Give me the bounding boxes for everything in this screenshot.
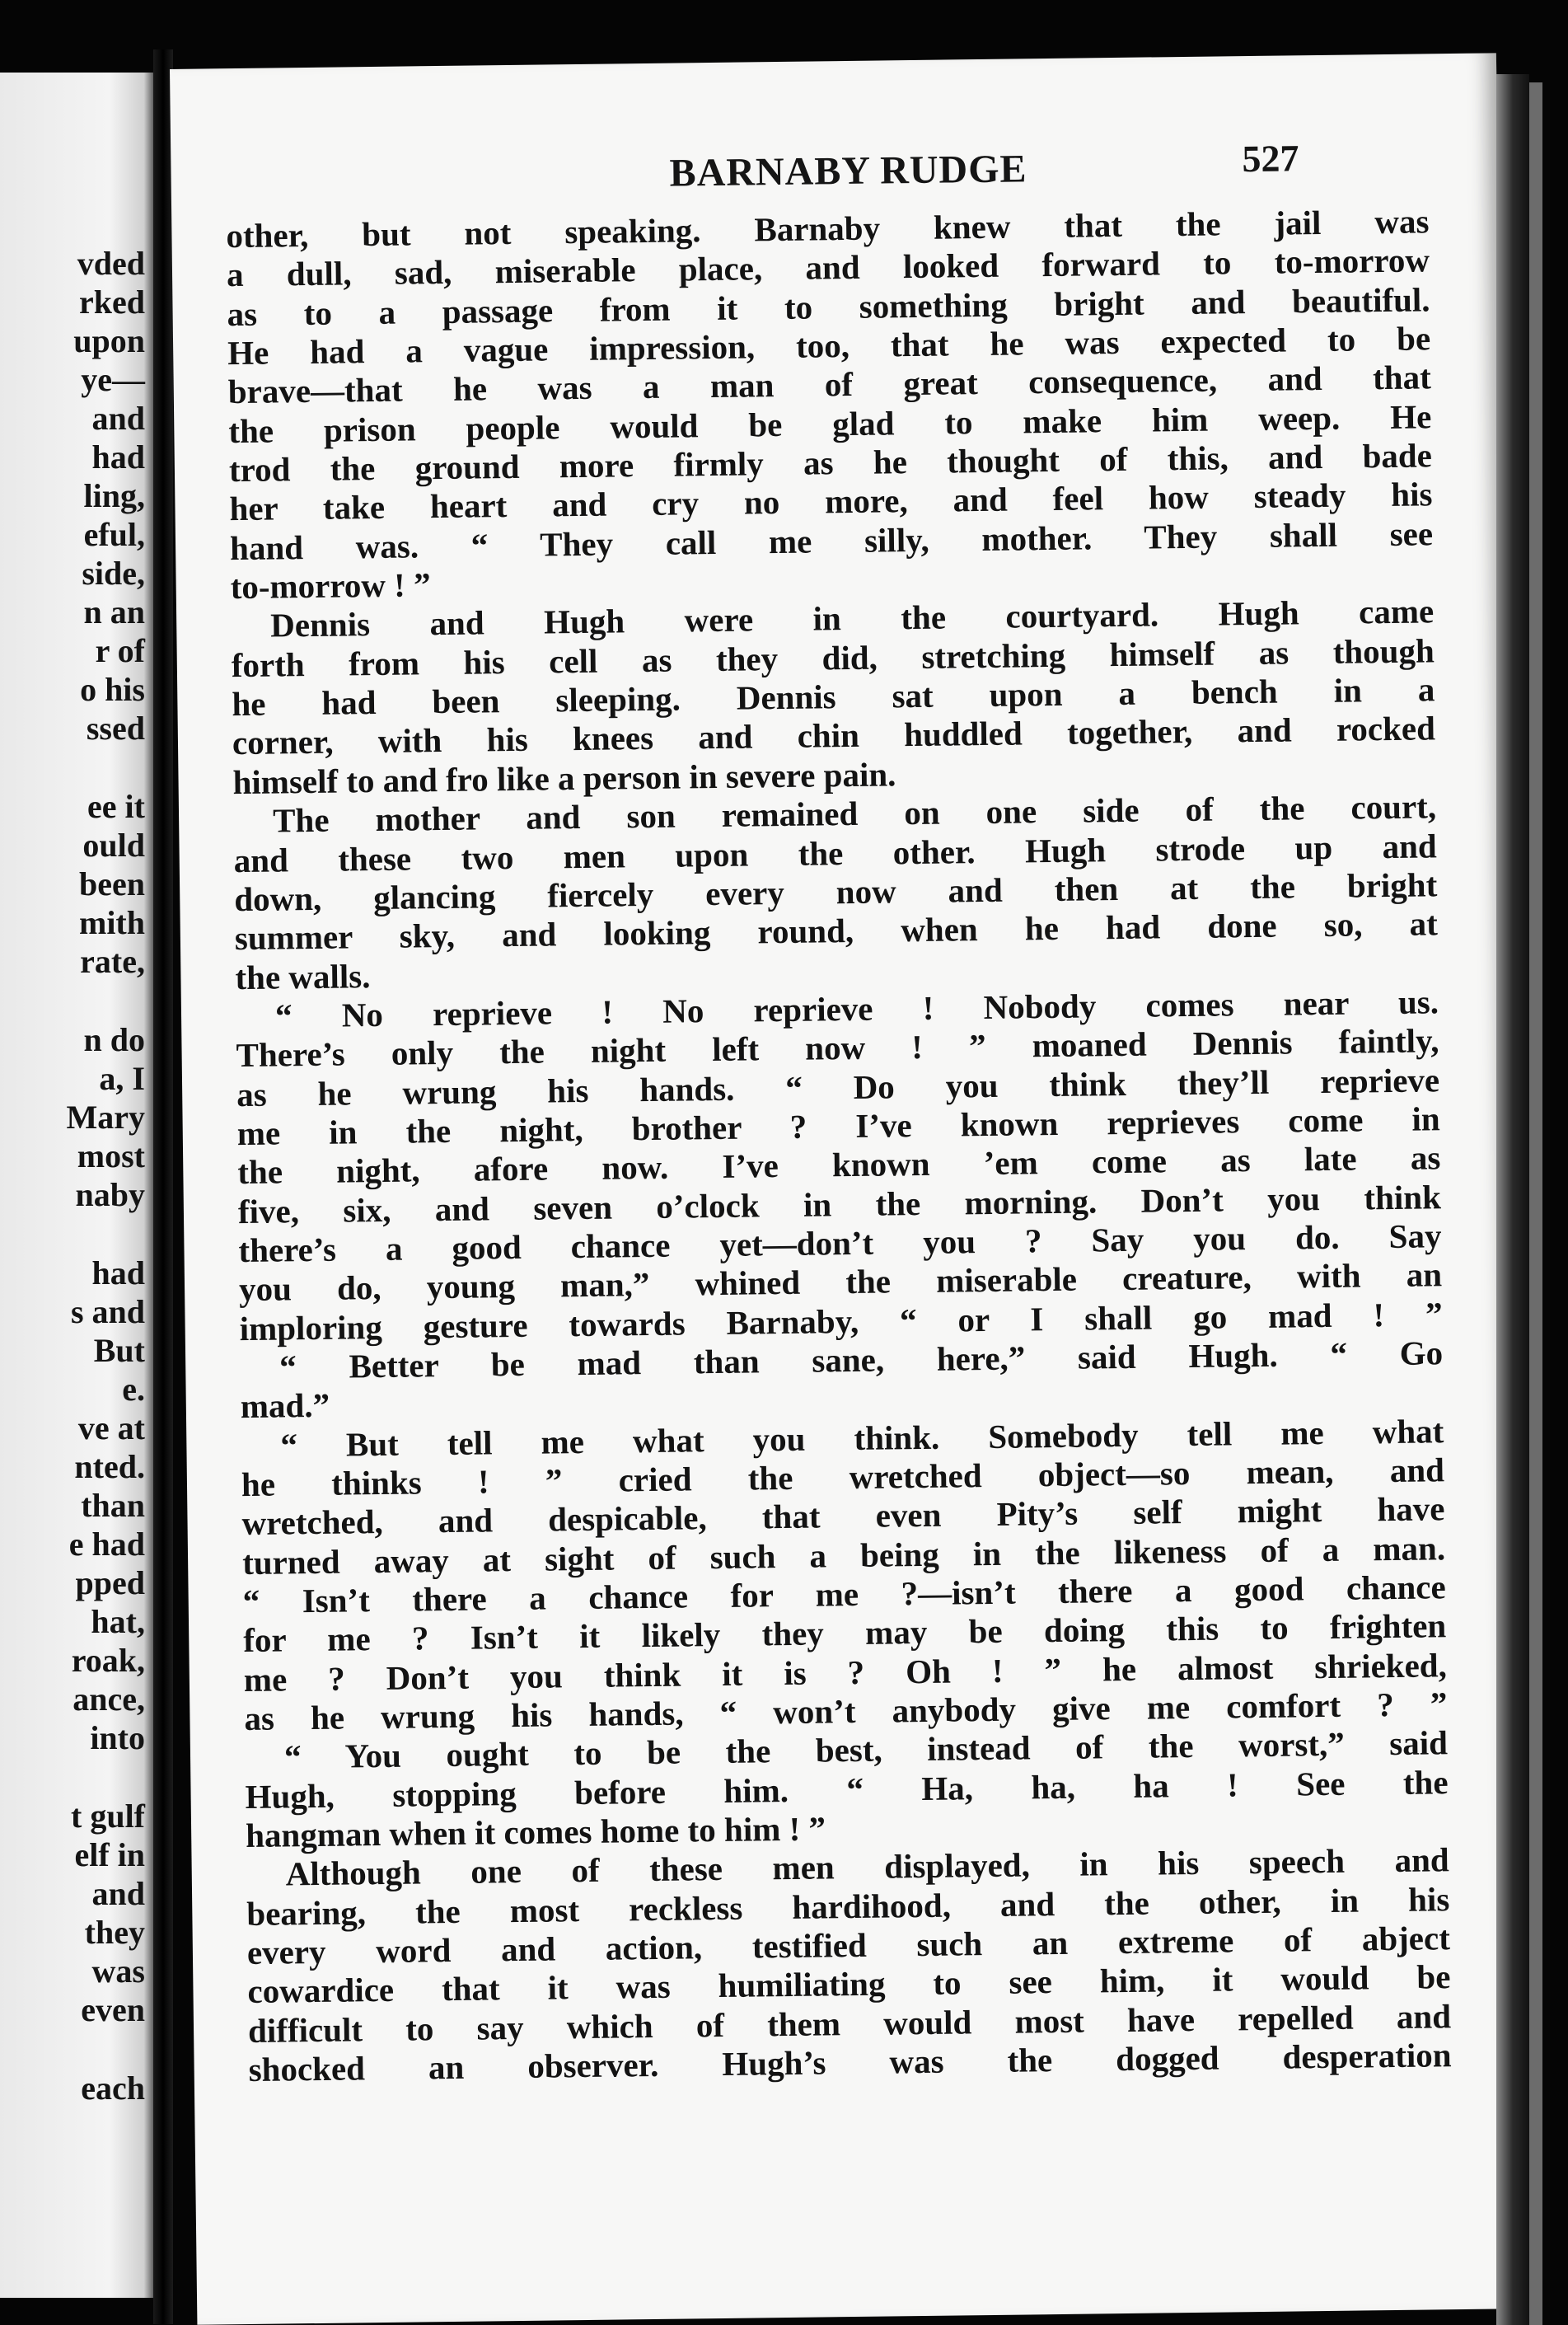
text-line: brave—that he was a man of great consequence, and that [227, 358, 1431, 411]
text-line: imploring gesture towards Barnaby, “ or I shall go mad ! ” [239, 1294, 1443, 1348]
left-page-text-fragment: e had [68, 1526, 145, 1563]
left-page-text-fragment: and [91, 1875, 145, 1912]
book-gutter [153, 49, 173, 2324]
text-line: mad.” [240, 1386, 330, 1426]
page-number: 527 [1242, 137, 1299, 180]
left-page-text-fragment: upon [73, 322, 145, 359]
left-facing-page [0, 73, 157, 2298]
text-line: forth from his cell as they did, stretching himself as though [231, 631, 1435, 684]
text-line: for me ? Isn’t it likely they may be doing this to frighten [243, 1606, 1447, 1660]
text-line: cowardice that it was humiliating to see him, it would be [247, 1957, 1451, 2011]
left-page-text-fragment: had [91, 1254, 145, 1291]
left-page-text-fragment: ee it [87, 788, 145, 825]
text-line: her take heart and cry no more, and feel how steady his [229, 475, 1433, 528]
text-line: the walls. [235, 956, 371, 996]
text-line: the prison people would be glad to make him weep. He [228, 397, 1432, 450]
text-line: “ But tell me what you think. Somebody tell me what [280, 1411, 1444, 1465]
text-line: the night, afore now. I’ve known ’em come as late as [237, 1138, 1441, 1192]
left-page-text-fragment: o his [80, 671, 145, 708]
left-page-text-fragment: eful, [83, 516, 145, 553]
text-line: Dennis and Hugh were in the courtyard. Hugh came [269, 592, 1435, 645]
left-page-text-fragment: roak, [71, 1642, 145, 1679]
left-page-text-fragment: even [81, 1991, 145, 2028]
left-page-text-fragment: r of [95, 632, 145, 669]
text-line: There’s only the night left now ! ” moaned Dennis faintly, [236, 1021, 1439, 1075]
text-line: “ Better be mad than sane, here,” said Hugh. “ Go [278, 1334, 1444, 1386]
left-page-text-fragment: ling, [83, 477, 145, 514]
left-page-text-fragment: they [84, 1914, 145, 1951]
text-line: trod the ground more firmly as he thought of this, and bade [228, 436, 1433, 490]
left-page-text-fragment: Mary [66, 1099, 145, 1136]
left-page-text-fragment: ve at [77, 1409, 145, 1446]
left-page-text-fragment: had [91, 438, 145, 476]
left-page-text-fragment: was [91, 1952, 145, 1990]
text-line: there’s a good chance yet—don’t you ? Say you do. Say [238, 1216, 1442, 1270]
book-page [170, 53, 1524, 2324]
text-line: five, six, and seven o’clock in the morning. Don’t you think [237, 1177, 1442, 1230]
left-page-text-fragment: ssed [86, 710, 145, 747]
left-page-text-fragment: a, I [99, 1060, 145, 1097]
left-page-text-fragment: vded [77, 245, 145, 282]
left-page-text-fragment: n an [83, 593, 145, 630]
left-page-text-fragment: ye— [81, 361, 145, 398]
running-head: BARNABY RUDGE [669, 147, 1027, 195]
left-page-text-fragment: than [81, 1487, 145, 1524]
text-line: “ Isn’t there a chance for me ?—isn’t there a good chance [242, 1568, 1446, 1621]
left-page-text-fragment: each [81, 2070, 145, 2107]
text-line: as to a passage from it to something bright and beautiful. [227, 280, 1430, 333]
text-line: “ No reprieve ! No reprieve ! Nobody comes near us. [274, 982, 1439, 1035]
text-line: difficult to say which of them would most have repelled and [247, 1996, 1452, 2050]
left-page-text-fragment: e. [122, 1371, 145, 1408]
left-page-text-fragment: and [91, 400, 145, 437]
left-page-text-fragment: s and [70, 1293, 145, 1330]
text-line: “ You ought to be the best, instead of the worst,” said [283, 1723, 1449, 1776]
left-page-text-fragment: ould [82, 827, 145, 864]
left-page-text-fragment: been [79, 865, 145, 902]
body-text [226, 202, 1452, 2089]
page-edge-stack [1529, 82, 1542, 2325]
left-page-text-fragment: elf in [74, 1836, 145, 1873]
text-line: a dull, sad, miserable place, and looked forward to to-morrow [226, 241, 1430, 294]
text-line: to-morrow ! ” [230, 565, 431, 607]
text-line: summer sky, and looking round, when he had done so, at [234, 904, 1439, 958]
left-page-text-fragment: pped [75, 1564, 145, 1601]
text-line: wretched, and despicable, that even Pity’s self might have [241, 1489, 1445, 1543]
left-page-text-fragment: rked [79, 284, 145, 321]
text-line: turned away at sight of such a being in the likeness of a man. [241, 1528, 1446, 1582]
page-edge [1496, 74, 1529, 2325]
text-line: me in the night, brother ? I’ve known reprieves come in [236, 1099, 1440, 1153]
left-page-text-fragment: hat, [91, 1603, 145, 1640]
text-line: Hugh, stopping before him. “ Ha, ha, ha ! See the [245, 1762, 1449, 1816]
text-line: and these two men upon the other. Hugh strode up and [233, 826, 1437, 879]
left-page-text-fragment: n do [83, 1021, 145, 1058]
text-line: other, but not speaking. Barnaby knew that the jail was [226, 202, 1430, 255]
left-page-text-fragment: side, [82, 555, 145, 592]
left-page-text-fragment: But [93, 1332, 145, 1369]
text-line: he had been sleeping. Dennis sat upon a bench in a [232, 670, 1435, 724]
text-line: me ? Don’t you think it is ? Oh ! ” he almost shrieked, [243, 1645, 1448, 1699]
text-line: you do, young man,” whined the miserable creature, with an [238, 1255, 1443, 1309]
text-line: as he wrung his hands. “ Do you think they’ll reprieve [236, 1060, 1440, 1113]
text-line: hand was. “ They call me silly, mother. They shall see [229, 514, 1434, 567]
text-line: down, glancing fiercely every now and then at the bright [234, 865, 1438, 918]
left-page-text-fragment: ance, [73, 1680, 145, 1718]
text-line: shocked an observer. Hugh’s was the dogged desperation [248, 2036, 1452, 2089]
text-line: he thinks ! ” cried the wretched object—so mean, and [241, 1451, 1445, 1504]
text-line: He had a vague impression, too, that he was expected to be [227, 319, 1431, 373]
left-page-text-fragment: into [90, 1719, 145, 1756]
left-page-text-fragment: t gulf [71, 1798, 145, 1835]
text-line: as he wrung his hands, “ won’t anybody give me comfort ? ” [244, 1685, 1448, 1738]
left-page-text-fragment: rate, [80, 943, 145, 980]
left-page-text-fragment: naby [75, 1176, 145, 1213]
text-line: The mother and son remained on one side of the court, [272, 787, 1437, 840]
text-line: every word and action, testified such an extreme of abject [246, 1919, 1451, 1972]
text-line: hangman when it comes home to him ! ” [245, 1809, 826, 1855]
text-line: corner, with his knees and chin huddled together, and rocked [232, 709, 1436, 762]
text-line: himself to and fro like a person in severe pain. [232, 755, 896, 801]
left-page-text-fragment: most [77, 1137, 145, 1174]
text-line: bearing, the most reckless hardihood, and the other, in his [246, 1879, 1450, 1933]
left-page-text-fragment: nted. [74, 1448, 145, 1485]
text-line: Although one of these men displayed, in his speech and [285, 1840, 1449, 1893]
left-page-text-fragment: mith [79, 904, 145, 941]
